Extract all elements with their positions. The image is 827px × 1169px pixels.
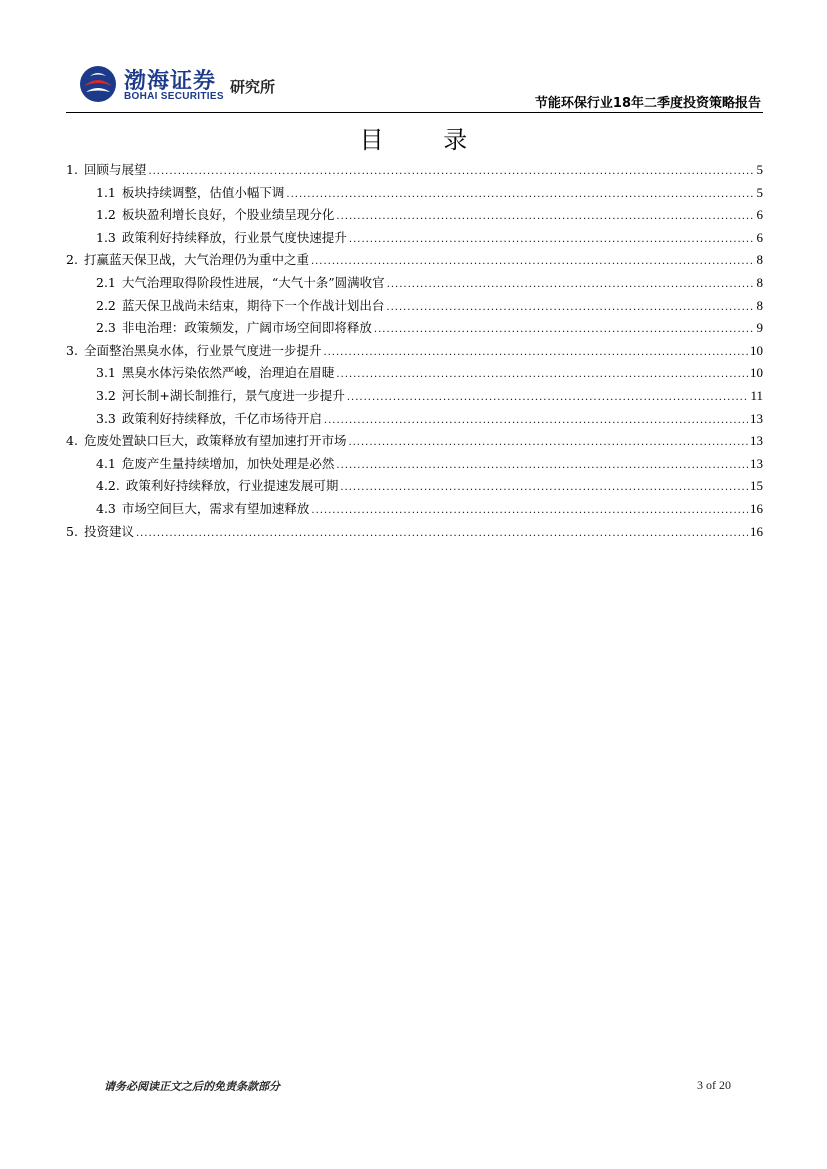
toc-entry-number: 3.2 <box>96 387 116 403</box>
toc-dot-leader <box>374 324 755 335</box>
toc-entry-number: 2.3 <box>96 320 116 336</box>
toc-entry-number: 1.2 <box>96 207 116 223</box>
toc-entry[interactable] <box>66 499 763 522</box>
page-header <box>66 58 763 114</box>
toc-entry-title: 政策利好持续释放，行业景气度快速提升 <box>121 229 347 245</box>
toc-entry-page: 6 <box>756 207 763 223</box>
toc-entry-page: 8 <box>756 297 763 313</box>
toc-entry-number: 3.1 <box>96 365 116 381</box>
toc-entry[interactable] <box>66 386 763 409</box>
toc-dot-leader <box>386 302 754 313</box>
toc-entry-title: 投资建议 <box>83 523 134 539</box>
toc-entry[interactable] <box>66 454 763 477</box>
toc-entry-number: 1.3 <box>96 229 116 245</box>
toc-entry-title: 危废产生量持续增加，加快处理是必然 <box>121 455 335 471</box>
toc-entry[interactable] <box>66 250 763 273</box>
toc-entry-page: 11 <box>750 387 763 403</box>
toc-entry-page: 10 <box>750 342 763 358</box>
toc-entry-title: 板块盈利增长良好，个股业绩呈现分化 <box>121 207 335 223</box>
toc-entry-number: 2.2 <box>96 297 116 313</box>
toc-entry-number: 3.3 <box>96 410 116 426</box>
toc-dot-leader <box>148 166 754 177</box>
toc-dot-leader <box>336 460 748 471</box>
toc-entry-title: 板块持续调整，估值小幅下调 <box>121 184 285 200</box>
toc-dot-leader <box>323 347 748 358</box>
toc-entry-number: 3. <box>66 342 78 358</box>
toc-entry-number: 1. <box>66 162 78 177</box>
toc-dot-leader <box>336 211 754 222</box>
toc-entry-title: 政策利好持续释放，千亿市场待开启 <box>121 410 322 426</box>
toc-dot-leader <box>340 482 748 493</box>
toc-entry-title: 打赢蓝天保卫战，大气治理仍为重中之重 <box>83 252 309 268</box>
toc-entry-page: 15 <box>750 478 763 494</box>
toc-dot-leader <box>348 437 748 448</box>
toc-entry[interactable] <box>66 363 763 386</box>
toc-dot-leader <box>311 256 755 267</box>
toc-entry-title: 危废处置缺口巨大，政策释放有望加速打开市场 <box>83 433 347 449</box>
toc-entry-page: 16 <box>750 500 763 516</box>
toc-entry-title: 蓝天保卫战尚未结束，期待下一个作战计划出台 <box>121 297 385 313</box>
toc-dot-leader <box>349 234 755 245</box>
bohai-logo-icon <box>78 64 118 104</box>
toc-entry-number: 4. <box>66 433 78 449</box>
page-number: 3 of 20 <box>697 1078 731 1092</box>
toc-entry-title: 河长制+湖长制推行，景气度进一步提升 <box>121 387 345 403</box>
toc-entry-page: 9 <box>756 320 763 336</box>
toc-entry-number: 4.2. <box>96 478 120 494</box>
table-of-contents <box>66 160 763 544</box>
toc-entry-title: 非电治理：政策频发，广阔市场空间即将释放 <box>121 320 372 336</box>
toc-entry-page: 10 <box>750 365 763 381</box>
toc-entry[interactable] <box>66 228 763 251</box>
toc-entry-number: 1.1 <box>96 184 116 200</box>
toc-dot-leader <box>136 528 748 539</box>
toc-entry-page: 13 <box>750 410 763 426</box>
toc-entry-page: 5 <box>756 184 763 200</box>
toc-entry-page: 13 <box>750 455 763 471</box>
toc-dot-leader <box>336 369 748 380</box>
toc-entry-title: 政策利好持续释放，行业提速发展可期 <box>125 478 339 494</box>
toc-entry-title: 全面整治黑臭水体，行业景气度进一步提升 <box>83 342 322 358</box>
toc-entry-page: 6 <box>756 229 763 245</box>
logo-dept-text: 研究所 <box>230 78 276 96</box>
report-title: 节能环保行业18年二季度投资策略报告 <box>534 96 761 111</box>
toc-entry[interactable] <box>66 522 763 545</box>
toc-entry-number: 2.1 <box>96 274 116 290</box>
toc-entry-number: 4.3 <box>96 500 116 516</box>
toc-entry[interactable] <box>66 318 763 341</box>
toc-entry[interactable] <box>66 273 763 296</box>
toc-entry-title: 回顾与展望 <box>83 162 147 177</box>
toc-entry[interactable] <box>66 409 763 432</box>
toc-entry-number: 4.1 <box>96 455 116 471</box>
toc-entry[interactable] <box>66 341 763 364</box>
toc-entry-title: 黑臭水体污染依然严峻，治理迫在眉睫 <box>121 365 335 381</box>
toc-dot-leader <box>387 279 755 290</box>
toc-dot-leader <box>347 392 749 403</box>
toc-entry[interactable] <box>66 296 763 319</box>
toc-entry[interactable] <box>66 183 763 206</box>
toc-entry-title: 市场空间巨大，需求有望加速释放 <box>121 500 310 516</box>
toc-entry[interactable] <box>66 160 763 183</box>
toc-entry-page: 5 <box>756 162 763 177</box>
toc-dot-leader <box>311 505 748 516</box>
toc-dot-leader <box>286 189 754 200</box>
toc-entry-title: 大气治理取得阶段性进展，“大气十条”圆满收官 <box>121 274 385 290</box>
toc-entry-number: 5. <box>66 523 78 539</box>
toc-dot-leader <box>324 415 748 426</box>
toc-entry[interactable] <box>66 476 763 499</box>
toc-entry[interactable] <box>66 431 763 454</box>
footer-disclaimer: 请务必阅读正文之后的免责条款部分 <box>104 1080 280 1093</box>
toc-entry-page: 8 <box>756 252 763 268</box>
header-divider <box>66 112 763 113</box>
toc-heading: 目 录 <box>359 126 494 154</box>
logo-cn-text: 渤海证券 <box>124 69 217 94</box>
toc-entry-page: 8 <box>756 274 763 290</box>
toc-entry-page: 16 <box>750 523 763 539</box>
toc-entry-page: 13 <box>750 433 763 449</box>
toc-entry[interactable] <box>66 205 763 228</box>
logo-en-text: BOHAI SECURITIES <box>124 91 224 102</box>
toc-entry-number: 2. <box>66 252 78 268</box>
